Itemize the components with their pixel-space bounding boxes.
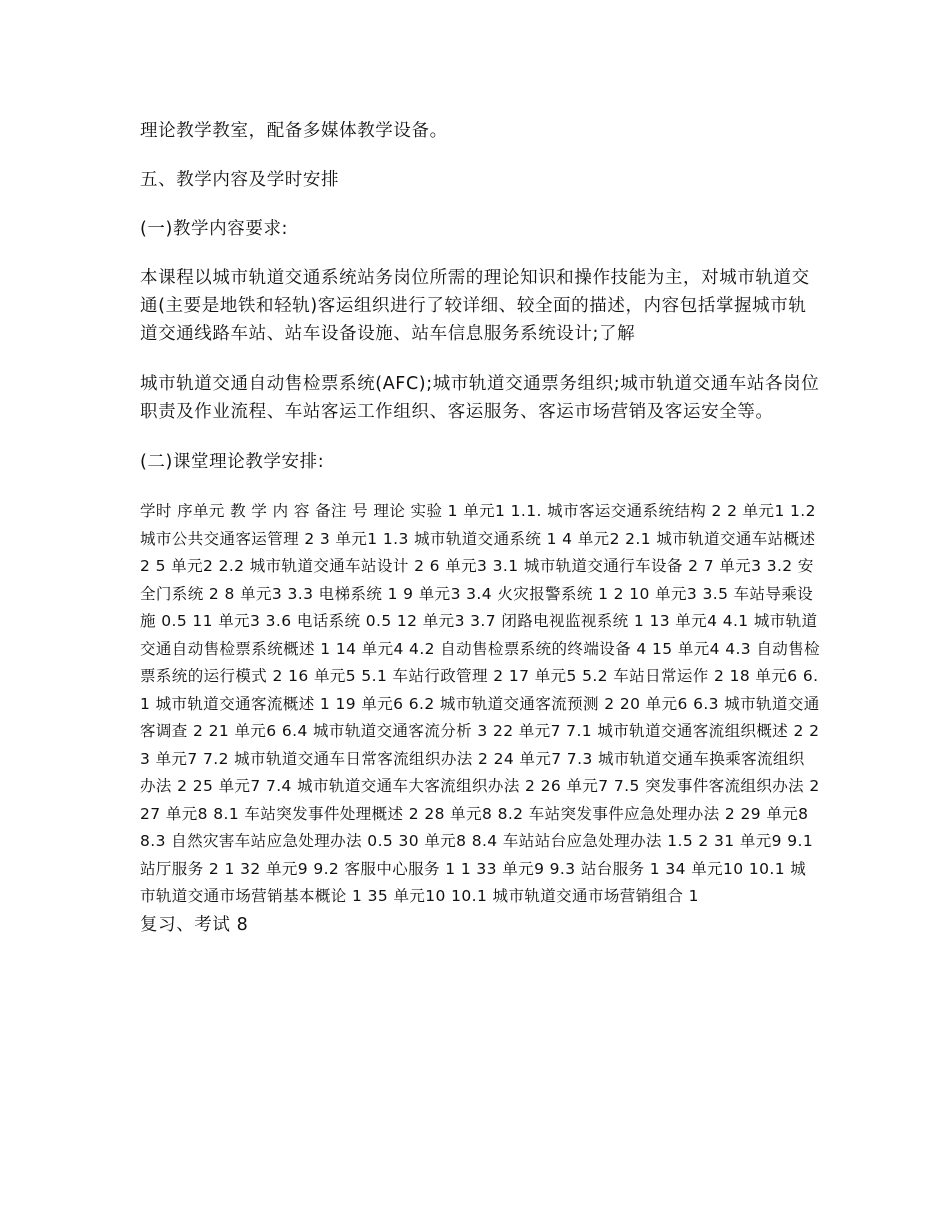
subheading-content-requirements: (一)教学内容要求:	[140, 219, 289, 239]
paragraph-schedule-table-text: 学时 序单元 教 学 内 容 备注 号 理论 实验 1 单元1 1.1. 城市客运交通系统结构 2 2 单元1 1.2 城市公共交通客运管理 2 3 单元1 1.3 城市轨道交通系统 1 4 单元2 2.1 城市轨道交通车站概述 2 5 单元2 2.2 城市轨道交通车站设计 2 6 单元3 3.1 城市轨道交通行车设备 2 7 单元3 3.2 安全门系统 2 8 单元3 3.3 电梯系统 1 9 单元3 3.4 火灾报警系统 1 2 10 单元3 3.5 车站导乘设施 0.5 11 单元3 3.6 电话系统 0.5 12 单元3 3.7 闭路电视监视系统 1 13 单元4 4.1 城市轨道交通自动售检票系统概述 1 14 单元4 4.2 自动售检票系统的终端设备 4 15 单元4 4.3 自动售检票系统的运行模式 2 16 单元5 5.1 车站行政管理 2 17 单元5 5.2 车站日常运作 2 18 单元6 6.1 城市轨道交通客流概述 1 19 单元6 6.2 城市轨道交通客流预测 2 20 单元6 6.3 城市轨道交通客调查 2 21 单元6 6.4 城市轨道交通客流分析 3 22 单元7 7.1 城市轨道交通客流组织概述 2 23 单元7 7.2 城市轨道交通车日常客流组织办法 2 24 单元7 7.3 城市轨道交通车换乘客流组织办法 2 25 单元7 7.4 城市轨道交通车大客流组织办法 2 26 单元7 7.5 突发事件客流组织办法 2 27 单元8 8.1 车站突发事件处理概述 2 28 单元8 8.2 车站突发事件应急处理办法 2 29 单元8 8.3 自然灾害车站应急处理办法 0.5 30 单元8 8.4 车站站台应急处理办法 1.5 2 31 单元9 9.1 站厅服务 2 1 32 单元9 9.2 客服中心服务 1 1 33 单元9 9.3 站台服务 1 34 单元10 10.1 城市轨道交通市场营销基本概论 1 35 单元10 10.1 城市轨道交通市场营销组合 1	[140, 502, 820, 905]
paragraph-classroom: 理论教学教室，配备多媒体教学设备。	[140, 121, 448, 141]
document-page	[140, 117, 820, 939]
paragraph-review-exam: 复习、考试 8	[140, 914, 249, 935]
paragraph-course-topics: 城市轨道交通自动售检票系统(AFC);城市轨道交通票务组织;城市轨道交通车站各岗位职责及作业流程、车站客运工作组织、客运服务、客运市场营销及客运安全等。	[140, 374, 820, 422]
section-heading-content-schedule: 五、教学内容及学时安排	[140, 170, 340, 190]
subheading-theory-schedule: (二)课堂理论教学安排:	[140, 452, 325, 472]
paragraph-course-description: 本课程以城市轨道交通系统站务岗位所需的理论知识和操作技能为主，对城市轨道交通(主要是地铁和轻轨)客运组织进行了较详细、较全面的描述，内容包括掌握城市轨道交通线路车站、站车设备设施、站车信息服务系统设计;了解	[140, 268, 810, 344]
